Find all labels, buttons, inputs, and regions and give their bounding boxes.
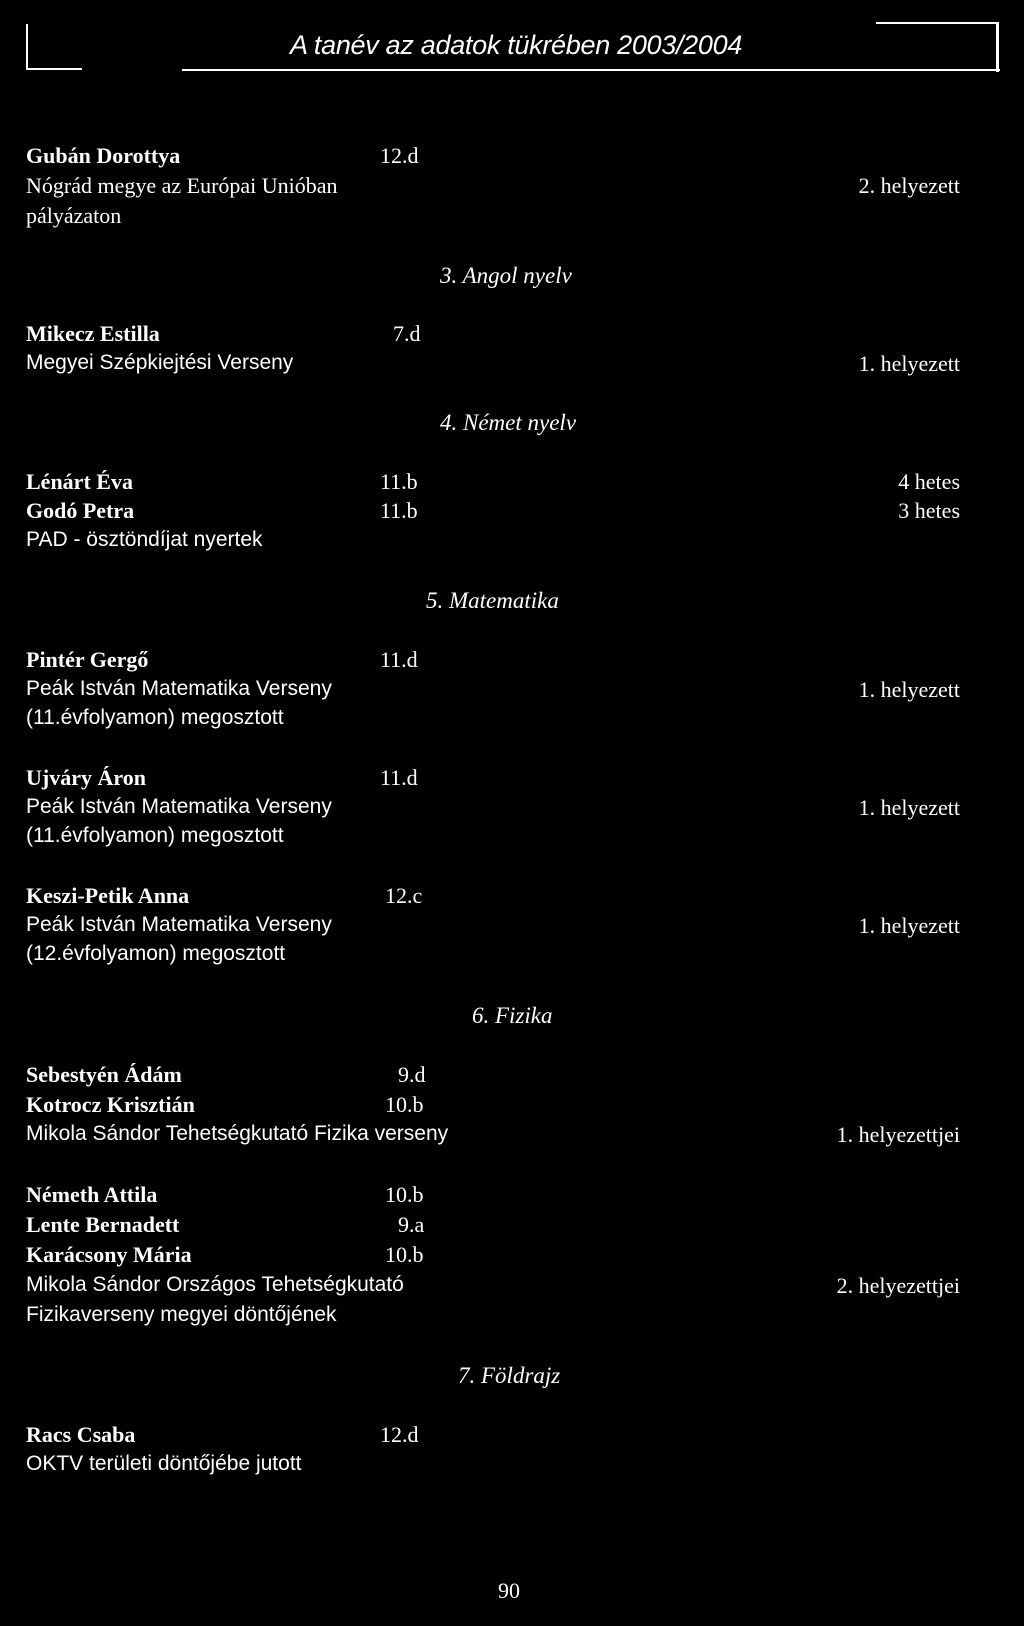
page-number: 90	[498, 1578, 520, 1603]
entry-class: 9.a	[398, 1212, 425, 1237]
entry-desc: Peák István Matematika Verseny	[26, 913, 332, 936]
entry-class: 11.b	[380, 469, 418, 494]
entry-result: 1. helyezett	[858, 913, 960, 938]
header-right-rule	[996, 22, 999, 72]
entry-desc: Megyei Szépkiejtési Verseny	[26, 351, 294, 374]
entry-class: 10.b	[385, 1182, 424, 1207]
entry-class: 12.c	[385, 883, 423, 908]
entry-class: 9.d	[398, 1062, 426, 1087]
entry-class: 10.b	[385, 1092, 424, 1117]
entry-class: 10.b	[385, 1242, 424, 1267]
entry-desc: PAD - ösztöndíjat nyertek	[26, 528, 263, 551]
entry-class: 7.d	[393, 321, 421, 346]
entry-name: Kotrocz Krisztián	[26, 1092, 195, 1117]
entry-name: Sebestyén Ádám	[26, 1062, 182, 1087]
entry-class: 11.b	[380, 498, 418, 523]
entry-name: Racs Csaba	[26, 1422, 136, 1447]
entry-name: Karácsony Mária	[26, 1242, 192, 1267]
section-title-nemet: 4. Német nyelv	[440, 410, 577, 435]
entry-result: 1. helyezett	[858, 795, 960, 820]
entry-result: 2. helyezett	[858, 173, 960, 198]
entry-name: Keszi-Petik Anna	[26, 883, 190, 908]
header-bottom-rule-right	[182, 69, 1000, 71]
entry-name: Ujváry Áron	[26, 765, 146, 790]
entry-desc: Mikola Sándor Tehetségkutató Fizika verseny	[26, 1122, 449, 1145]
header-top-rule-right	[876, 22, 998, 24]
header-left-rule	[26, 24, 28, 70]
entry-result: 2. helyezettjei	[836, 1273, 960, 1298]
entry-result: 1. helyezett	[858, 351, 960, 376]
header-title: A tanév az adatok tükrében 2003/2004	[290, 30, 743, 60]
entry-desc: Peák István Matematika Verseny	[26, 795, 332, 818]
entry-desc: Nógrád megye az Európai Unióban	[26, 173, 338, 198]
entry-result: 3 hetes	[898, 498, 960, 523]
entry-name: Lente Bernadett	[26, 1212, 180, 1237]
section-title-fizika: 6. Fizika	[472, 1003, 553, 1028]
entry-name: Godó Petra	[26, 498, 135, 523]
entry-desc: (12.évfolyamon) megosztott	[26, 942, 286, 965]
entry-class: 12.d	[380, 1422, 419, 1447]
entry-result: 4 hetes	[898, 469, 960, 494]
section-title-matek: 5. Matematika	[426, 588, 559, 613]
entry-name: Gubán Dorottya	[26, 143, 181, 168]
entry-desc: (11.évfolyamon) megosztott	[26, 706, 284, 729]
section-title-angol: 3. Angol nyelv	[440, 263, 572, 288]
entry-desc: pályázaton	[26, 203, 122, 228]
entry-class: 11.d	[380, 765, 418, 790]
entry-name: Lénárt Éva	[26, 469, 133, 494]
entry-result: 1. helyezettjei	[836, 1122, 960, 1147]
entry-class: 11.d	[380, 647, 418, 672]
section-title-foldrajz: 7. Földrajz	[458, 1363, 561, 1388]
header-bottom-rule-left	[26, 68, 82, 70]
entry-name: Mikecz Estilla	[26, 321, 160, 346]
entry-desc: OKTV területi döntőjébe jutott	[26, 1452, 302, 1475]
entry-desc: Fizikaverseny megyei döntőjének	[26, 1303, 337, 1326]
entry-name: Pintér Gergő	[26, 647, 149, 672]
entry-name: Németh Attila	[26, 1182, 158, 1207]
entry-class: 12.d	[380, 143, 419, 168]
entry-desc: Peák István Matematika Verseny	[26, 677, 332, 700]
entry-desc: (11.évfolyamon) megosztott	[26, 824, 284, 847]
entry-result: 1. helyezett	[858, 677, 960, 702]
entry-desc: Mikola Sándor Országos Tehetségkutató	[26, 1273, 404, 1296]
